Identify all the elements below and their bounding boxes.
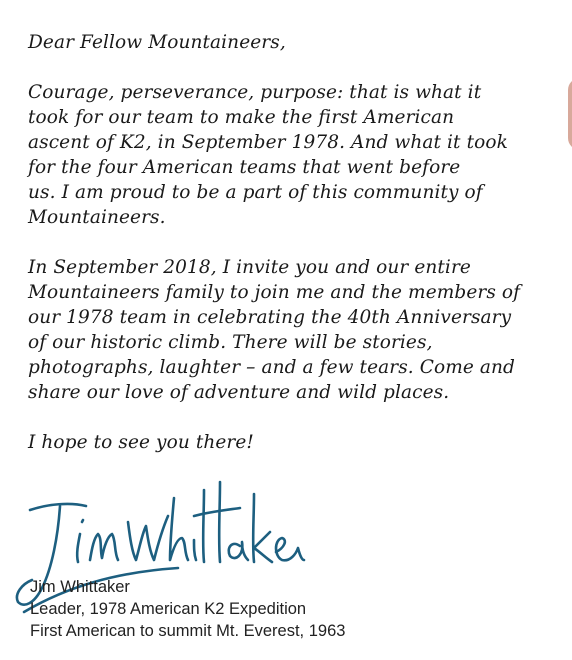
paragraph-line: our 1978 team in celebrating the 40th Anniversary (28, 307, 512, 328)
paragraph-line: Mountaineers. (28, 207, 166, 228)
signature-block (30, 576, 345, 642)
signer-name: Jim Whittaker (30, 578, 130, 596)
paragraph-line: took for our team to make the first American (28, 107, 455, 128)
paragraph-line: Mountaineers family to join me and the members of (28, 282, 521, 303)
paragraph-line: photographs, laughter – and a few tears. Come and (28, 357, 516, 378)
paragraph-line: In September 2018, I invite you and our entire (28, 257, 471, 278)
signer-title: Leader, 1978 American K2 Expedition (30, 600, 307, 618)
paragraph-line: ascent of K2, in September 1978. And what it took (28, 132, 508, 153)
closing-line: I hope to see you there! (28, 432, 254, 453)
signer-note: First American to summit Mt. Everest, 1963 (30, 622, 346, 640)
paragraph-line: share our love of adventure and wild places. (28, 382, 450, 403)
paragraph-1 (28, 80, 568, 230)
paragraph-line: for the four American teams that went before (28, 157, 461, 178)
greeting: Dear Fellow Mountaineers, (28, 32, 286, 53)
paragraph-line: Courage, perseverance, purpose: that is what it (28, 82, 482, 103)
paragraph-2 (28, 255, 568, 405)
paragraph-line: of our historic climb. There will be stories, (28, 332, 433, 353)
paragraph-line: us. I am proud to be a part of this community of (28, 182, 483, 203)
edge-decoration (568, 78, 572, 150)
letter-body (28, 30, 568, 455)
